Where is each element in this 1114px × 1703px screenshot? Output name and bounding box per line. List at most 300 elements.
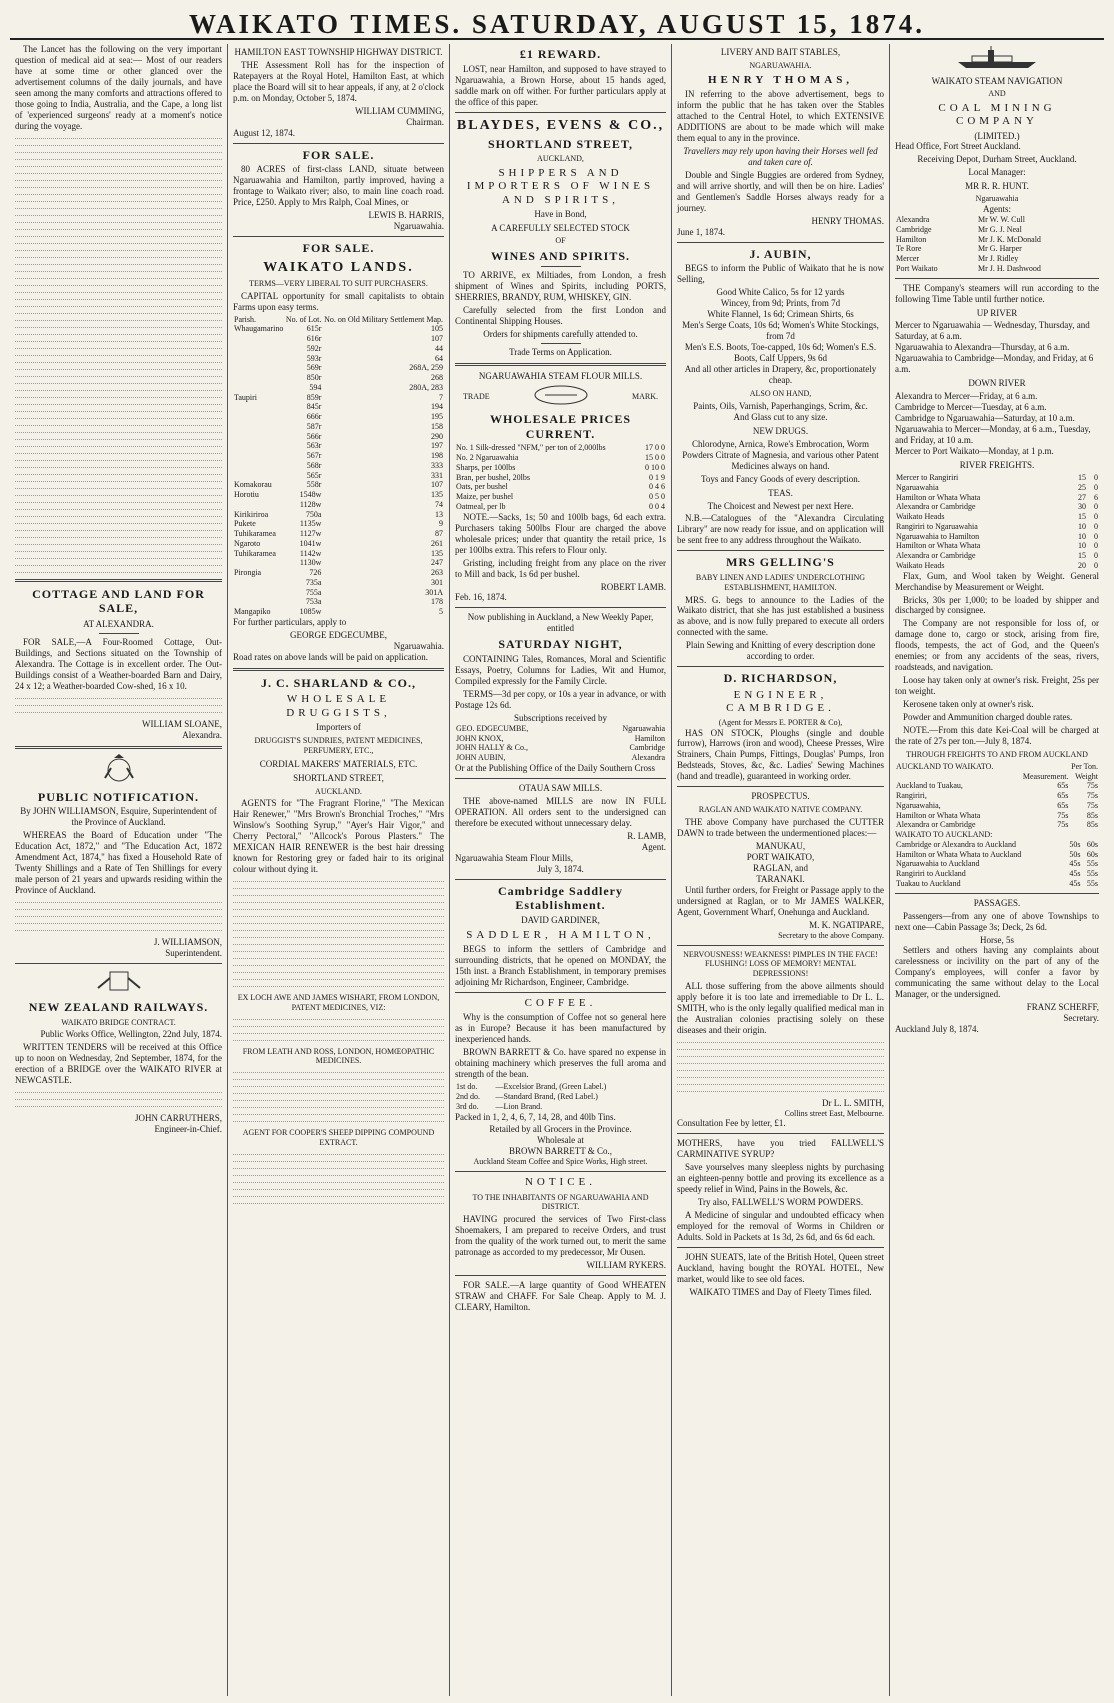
- lands-place: Ngaruawahia.: [393, 640, 444, 651]
- company-title: WAIKATO STEAM NAVIGATION: [931, 75, 1063, 86]
- lands-row-cell: 195: [431, 412, 443, 422]
- notice-title: PUBLIC NOTIFICATION.: [37, 789, 200, 804]
- freight-row-cell: Alexandra or Cambridge: [896, 502, 976, 512]
- lands-row-cell: 64: [435, 353, 443, 363]
- lands-row: [233, 519, 444, 529]
- freight-row-cell: 0: [1094, 502, 1098, 512]
- blaydes-arrive: TO ARRIVE, ex Miltiades, from London, a fresh shipment of Wines and Spirits, including PORTS, SHERRIES, BRANDY, RUM, WHISKEY, GIN.: [455, 270, 666, 303]
- lands-row-cell: 135: [431, 490, 443, 500]
- lands-row-cell: [233, 412, 285, 422]
- freight-row-cell: 0: [1094, 531, 1098, 541]
- saturday-publishing: Now publishing in Auckland, a New Weekly Paper, entitled: [467, 612, 654, 634]
- lands-header-cell: No. of Lot.: [285, 314, 322, 324]
- agent-row-cell: Mr W. W. Cull: [978, 215, 1025, 225]
- freight-row-cell: 25: [1078, 482, 1087, 492]
- livery-body: IN referring to the above advertisement, begs to inform the public that he has taken over the Stables attached to the Central Hotel, to which EXTENSIVE ADDITIONS are about to be made which will make them equal to any in the province.: [677, 89, 884, 143]
- agent-row-cell: Cambridge: [896, 224, 932, 234]
- lands-row-cell: [233, 373, 285, 383]
- agent-row-cell: Te Rore: [896, 244, 922, 254]
- gellings-subtitle: BABY LINEN AND LADIES' UNDERCLOTHING ESTABLISHMENT, HAMILTON.: [695, 573, 866, 592]
- lands-row: [233, 471, 444, 481]
- saw-role: Agent.: [641, 841, 666, 852]
- mills-price-row: [455, 492, 666, 502]
- lands-row: [233, 461, 444, 471]
- lands-row: [233, 334, 444, 344]
- livery-buggies: Double and Single Buggies are ordered from Sydney, and will arrive shortly, and will then be on hire. Ladies' and Gentlemen's Saddle Horses always ready for a journey.: [677, 169, 884, 213]
- freight-row-cell: 0: [1094, 541, 1098, 551]
- saturday-agent-row-cell: Cambridge: [629, 743, 665, 753]
- lands-row-cell: Horotiu: [234, 490, 259, 500]
- lands-row: [233, 324, 444, 334]
- aubin-hand: ALSO ON HAND,: [749, 389, 812, 398]
- saw-body: THE above-named MILLS are now IN FULL OPERATION. All orders sent to the undersigned can therefore be executed without unnecessary delay.: [455, 795, 666, 828]
- freight-row: [895, 561, 1099, 571]
- notice-body: HAVING procured the services of Two First-class Shoemakers, I am prepared to receive Orders, and trust from the quality of the work turned out, to merit the same patronage as accorded to my predecessor, Mr Ousen.: [455, 1214, 666, 1257]
- notice-by: By JOHN WILLIAMSON, Esquire, Superintendent of the Province of Auckland.: [20, 806, 217, 828]
- lands-row-cell: 194: [431, 402, 443, 412]
- freight-row-cell: Hamilton or Whata Whata: [896, 492, 981, 502]
- freight-row-cell: 10: [1078, 521, 1087, 531]
- lands-row-cell: 594: [309, 382, 322, 392]
- lands-row: [233, 597, 444, 607]
- column-4: [672, 44, 890, 1696]
- lands-row-cell: [233, 451, 285, 461]
- lands-row-cell: 178: [431, 597, 443, 607]
- lands-row: [233, 412, 444, 422]
- coffee-grade-row-cell: 2nd do.: [456, 1092, 480, 1102]
- agent-row-cell: Mr G. J. Neal: [978, 224, 1022, 234]
- lands-row-cell: 1128w: [299, 499, 322, 509]
- blaydes-orders: Orders for shipments carefully attended to.: [483, 329, 638, 340]
- down-river-lines: [895, 391, 1099, 457]
- through-hdr-b: Per Ton.: [1071, 761, 1098, 771]
- freight-row: [895, 512, 1099, 522]
- coffee-firm: BROWN BARRETT & Co.,: [508, 1146, 613, 1157]
- cottage-place: Alexandra.: [182, 729, 222, 740]
- agent-row-cell: Alexandra: [896, 215, 930, 225]
- lands-row-cell: [233, 461, 285, 471]
- through-hdr-a: AUCKLAND TO WAIKATO.: [896, 761, 994, 771]
- agent-row: [895, 225, 1099, 235]
- mills-price-row: [455, 453, 666, 463]
- lands-row: [233, 568, 444, 578]
- saw-signature: R. LAMB,: [627, 830, 666, 841]
- lands-row-cell: 44: [435, 343, 443, 353]
- highway-date: August 12, 1874.: [233, 127, 296, 138]
- lands-row-cell: 135: [431, 548, 443, 558]
- mills-signature: ROBERT LAMB.: [600, 581, 666, 592]
- lands-row: [233, 558, 444, 568]
- passages-note: Settlers and others having any complaints about carelessness or incivility on the part of any of the Company's employees, will confer a favor by communicating the same without delay to the Local Manager, or the undersigned.: [895, 945, 1099, 1000]
- lands-header-cell: Parish.: [234, 314, 256, 324]
- lands-apply: For further particulars, apply to: [233, 616, 347, 627]
- through-title: THROUGH FREIGHTS TO AND FROM AUCKLAND: [906, 750, 1088, 760]
- lands-row-cell: 1135w: [299, 519, 322, 529]
- saturday-agent-row: [455, 734, 666, 744]
- down-river-line: Cambridge to Mercer—Tuesday, at 6 a.m.: [895, 402, 1047, 413]
- sueats-body: JOHN SUEATS, late of the British Hotel, Queen street Auckland, having bought the ROYAL HOTEL, New market, would like to see old faces.: [677, 1252, 884, 1284]
- blaydes-wines: WINES AND SPIRITS.: [490, 248, 631, 263]
- blaydes-selected: Carefully selected from the first London and Continental Shipping Houses.: [455, 305, 666, 327]
- lands-row: [233, 432, 444, 442]
- lands-row: [233, 578, 444, 588]
- through-from-row: [895, 850, 1099, 860]
- lands-table: [233, 315, 444, 617]
- company-and: AND: [988, 88, 1006, 98]
- freight-row-cell: 6: [1094, 492, 1098, 502]
- notice-role: Superintendent.: [165, 948, 222, 959]
- lands-row: [233, 344, 444, 354]
- through-to-row-cell: Auckland to Tuakau,: [896, 781, 963, 791]
- lands-row: [233, 393, 444, 403]
- lands-row: [233, 363, 444, 373]
- aubin-teas: The Choicest and Newest per next Here.: [707, 500, 854, 511]
- sale1-place: Ngaruawahia.: [393, 221, 444, 232]
- mills-price-row-cell: Maize, per bushel: [456, 492, 514, 502]
- aubin-item: Men's E.S. Boots, Toe-capped, 10s 6d; Women's E.S. Boots, Calf Uppers, 9s 6d: [684, 342, 877, 364]
- sharland-body: AGENTS for "The Fragrant Florine," "The Mexican Hair Renewer," "Mrs Brown's Bronchial Troches," "Mrs Winslow's Soothing Syrup," "Ayer's Hair Vigor," and Cherry Pectoral," "Allcock's Porous Plasters." The MEXICAN HAIR RENEWER is the best hair dressing known for Restoring grey or faded hair to its original colour without dying it.: [233, 798, 444, 875]
- lands-row-cell: 1142w: [299, 548, 322, 558]
- mills-trademark: [463, 384, 658, 409]
- aubin-item: White Flannel, 1s 6d; Crimean Shirts, 6s: [707, 309, 854, 320]
- saw-date: July 3, 1874.: [537, 863, 584, 874]
- columns: [10, 44, 1104, 1696]
- livery-date: June 1, 1874.: [677, 226, 725, 237]
- aubin-glass: And Glass cut to any size.: [733, 411, 828, 422]
- fallwell-title: MOTHERS, have you tried FALLWELL'S CARMINATIVE SYRUP?: [677, 1138, 884, 1160]
- through-from-row-cell: 50s: [1069, 839, 1081, 849]
- sharland-city: AUCKLAND.: [315, 786, 362, 796]
- notice-title: NOTICE.: [524, 1176, 597, 1189]
- lands-row: [233, 402, 444, 412]
- freight-row-cell: 0: [1094, 551, 1098, 561]
- coffee-question: Why is the consumption of Coffee not so general here as in Europe? Because it has been manufactured by inexperienced hands.: [455, 1012, 666, 1045]
- cottage-subtitle: AT ALEXANDRA.: [83, 619, 154, 629]
- nervous-title: NERVOUSNESS! WEAKNESS! PIMPLES IN THE FACE! FLUSHING! LOSS OF MEMORY! MENTAL DEPRESSIONS!: [683, 949, 878, 978]
- lands-row-cell: 198: [431, 451, 443, 461]
- lands-row-cell: 280A, 283: [409, 382, 443, 392]
- lands-row: [233, 422, 444, 432]
- masthead: [10, 6, 1104, 40]
- coffee-grades: [455, 1082, 666, 1111]
- highway-title: HAMILTON EAST TOWNSHIP HIGHWAY DISTRICT.: [234, 47, 443, 57]
- richardson-agent: (Agent for Messrs E. PORTER & Co),: [718, 717, 843, 727]
- freight-row-cell: Waikato Heads: [896, 560, 945, 570]
- lands-row-cell: 735a: [305, 577, 322, 587]
- saw-place: Ngaruawahia Steam Flour Mills,: [455, 852, 573, 863]
- through-from-row-cell: 45s: [1069, 869, 1081, 879]
- steamer-icon: [895, 44, 1099, 73]
- smith-name: Dr L. L. SMITH,: [822, 1097, 884, 1108]
- freight-row-cell: 30: [1078, 502, 1087, 512]
- through-to-row-cell: 65s: [1057, 781, 1069, 791]
- freight-row: [895, 473, 1099, 483]
- company-manager-place: Ngaruawahia: [975, 194, 1019, 204]
- prospectus-place: MANUKAU,: [755, 841, 806, 851]
- blaydes-of: OF: [555, 236, 566, 246]
- lands-row-cell: 616r: [306, 334, 322, 344]
- mills-price-row-cell: 17 0 0: [645, 443, 665, 453]
- sharland-subtitle: WHOLESALE DRUGGISTS,: [286, 693, 391, 719]
- through-to-row: [895, 781, 1099, 791]
- sharland-patent: EX LOCH AWE AND JAMES WISHART, FROM LONDON, PATENT MEDICINES, VIZ:: [237, 993, 440, 1012]
- freight-row: [895, 551, 1099, 561]
- lands-row-cell: [233, 354, 285, 364]
- through-table: [895, 762, 1099, 830]
- lands-row-cell: [233, 363, 285, 373]
- lands-row-cell: 567r: [306, 451, 322, 461]
- aubin-item: Wincey, from 9d; Prints, from 7d: [720, 298, 841, 309]
- lands-row: [233, 490, 444, 500]
- agent-row-cell: Port Waikato: [896, 263, 938, 273]
- through-from-row: [895, 869, 1099, 879]
- mills-title: NGARUAWAHIA STEAM FLOUR MILLS.: [478, 371, 643, 382]
- railway-role: Engineer-in-Chief.: [154, 1124, 222, 1135]
- column-5: [890, 44, 1104, 1696]
- through-to-row-cell: 85s: [1086, 810, 1098, 820]
- saddlery-trade: SADDLER, HAMILTON,: [466, 928, 655, 941]
- lands-row-cell: 1085w: [299, 607, 322, 617]
- lands-row-cell: 753a: [305, 597, 322, 607]
- lands-row: [233, 539, 444, 549]
- lands-row-cell: 5: [439, 607, 443, 617]
- saddlery-name: DAVID GARDINER,: [521, 914, 600, 925]
- lands-signature: GEORGE EDGECUMBE,: [290, 629, 387, 640]
- agent-row: [895, 244, 1099, 254]
- agent-row: [895, 254, 1099, 264]
- lands-header-cell: No. on Old Military Settlement Map.: [324, 314, 443, 324]
- lands-row-cell: [233, 578, 285, 588]
- aubin-paints: Paints, Oils, Varnish, Paperhangings, Scrim, &c.: [693, 400, 868, 411]
- through-from-row-cell: 55s: [1086, 869, 1098, 879]
- freight-row-cell: Ngaruawahia to Hamilton: [896, 531, 980, 541]
- lands-row-cell: 563r: [306, 441, 322, 451]
- column-3: [450, 44, 672, 1696]
- lands-row-cell: 755a: [305, 587, 322, 597]
- through-to-row: [895, 811, 1099, 821]
- down-river-line: Cambridge to Ngaruawahia—Saturday, at 10 a.m.: [895, 413, 1075, 424]
- lands-row-cell: 565r: [306, 470, 322, 480]
- company-notice: THE Company's steamers will run according to the following Time Table until further notice.: [895, 282, 1099, 304]
- through-from-row-cell: Rangiriri to Auckland: [896, 869, 966, 879]
- waikato-times-filed: WAIKATO TIMES and Day of Fleety Times filed.: [689, 1286, 872, 1297]
- coffee-address: Auckland Steam Coffee and Spice Works, High street.: [473, 1157, 648, 1167]
- prospectus-place: RAGLAN, and: [753, 862, 808, 873]
- livery-motto: Travellers may rely upon having their Horses well fed and taken care of.: [683, 145, 878, 167]
- passages-title: PASSAGES.: [973, 897, 1021, 908]
- mills-price-row-cell: 0 1 9: [649, 472, 665, 482]
- saddlery-body: BEGS to inform the settlers of Cambridge and surrounding districts, that he opened on MONDAY, the 15th inst. a Branch Establishment, in temporary premises adjoining Mr Richardson, Engineer, Cambridge.: [455, 944, 666, 988]
- lands-row: [233, 441, 444, 451]
- lands-row-cell: 107: [431, 334, 443, 344]
- sharland-title: J. C. SHARLAND & CO.,: [260, 675, 416, 690]
- through-from-row-cell: Hamilton or Whata Whata to Auckland: [896, 849, 1022, 859]
- lands-row-cell: [233, 441, 285, 451]
- up-river-lines: [895, 320, 1099, 375]
- saturday-agent-row-cell: GEO. EDGECUMBE,: [456, 723, 529, 733]
- lands-row: [233, 510, 444, 520]
- freight-row-cell: 20: [1078, 560, 1087, 570]
- lands-row: [233, 354, 444, 364]
- lands-row-cell: 726: [309, 568, 322, 578]
- mills-price-row: [455, 482, 666, 492]
- freight-row-cell: Rangiriri to Ngaruawahia: [896, 521, 978, 531]
- down-river-line: Ngaruawahia to Mercer—Monday, at 6 a.m., Tuesday, and Friday, at 10 a.m.: [895, 424, 1091, 446]
- passages-date: Auckland July 8, 1874.: [895, 1024, 979, 1035]
- lands-row-cell: 331: [431, 470, 443, 480]
- lands-row-cell: Taupiri: [234, 392, 257, 402]
- lands-row: [233, 529, 444, 539]
- through-from-row: [895, 859, 1099, 869]
- freight-row-cell: Waikato Heads: [896, 512, 945, 522]
- mills-price-row-cell: 15 0 0: [645, 453, 665, 463]
- worm-body: A Medicine of singular and undoubted efficacy when employed for the removal of Worms in Children or Adults. Sold in Packets at 1s 3d, 2s 6d, and 6s 6d each.: [677, 1210, 884, 1243]
- lands-row-cell: 1127w: [299, 529, 322, 539]
- through-to-row: [895, 791, 1099, 801]
- lands-row-cell: 158: [431, 421, 443, 431]
- down-river-line: Alexandra to Mercer—Friday, at 6 a.m.: [895, 391, 1038, 402]
- freight-row-cell: 15: [1078, 512, 1087, 522]
- through-from-row-cell: 55s: [1086, 859, 1098, 869]
- saturday-subscriptions: Subscriptions received by: [514, 712, 607, 723]
- richardson-title: D. RICHARDSON,: [723, 671, 838, 686]
- gellings-title: MRS GELLING'S: [726, 555, 835, 570]
- freight-row-cell: 0: [1094, 560, 1098, 570]
- lands-row-cell: 569r: [306, 363, 322, 373]
- highway-body: THE Assessment Roll has for the inspection of Ratepayers at the Royal Hotel, Hamilton East, at which place the Board will sit to hear appeals, if any, at 2 o'clock p.m. on Monday, October 5, 1874.: [233, 59, 444, 103]
- lands-row-cell: 301A: [425, 587, 443, 597]
- lands-title: WAIKATO LANDS.: [263, 259, 414, 275]
- lands-row-cell: 1130w: [299, 558, 322, 568]
- lands-row-cell: [233, 344, 285, 354]
- richardson-body: HAS ON STOCK, Ploughs (single and double furrow), Harrows (iron and wood), Cheese Presses, Wire Strainers, Chain Pumps, Fittings, Douglas' Pumps, Iron Bedsteads, Stoves, &c, &c. Ladies' Sewing Machines (hand and treadle), guaranteed in working order.: [677, 727, 884, 782]
- saturday-title: SATURDAY NIGHT,: [498, 637, 623, 652]
- lands-row-cell: [233, 402, 285, 412]
- through-to-row-cell: 75s: [1086, 781, 1098, 791]
- cottage-body: FOR SALE,—A Four-Roomed Cottage, Out-Buildings, and Sections situated on the Township of Alexandra. The Cottage is in excellent order. The Out-Buildings consist of a Weather-boarded Barn and Dairy, 24 x 12; a Weather-boarded Cow-shed, 16 x 10.: [15, 636, 222, 691]
- lands-row-cell: 87: [435, 529, 443, 539]
- prospectus-title: PROSPECTUS.: [751, 791, 810, 802]
- lands-row-cell: 845r: [306, 402, 322, 412]
- through-to-row: [895, 820, 1099, 830]
- lands-row-cell: 558r: [306, 480, 322, 490]
- highway-role: Chairman.: [406, 116, 444, 127]
- through-from-row-cell: Ngaruawahia to Auckland: [896, 859, 980, 869]
- livery-place: NGARUAWAHIA.: [749, 60, 812, 70]
- lands-row-cell: Whaugamarino: [234, 324, 284, 334]
- livery-title: LIVERY AND BAIT STABLES,: [720, 47, 841, 57]
- lands-row-cell: Mangapiko: [234, 607, 271, 617]
- nervous-body: ALL those suffering from the above ailments should apply before it is too late and irremediable to Dr L. L. SMITH, who is the only legally qualified medical man in the Australian colonies practising solely on these diseases and their origin.: [677, 980, 884, 1035]
- blaydes-terms: Trade Terms on Application.: [509, 347, 612, 358]
- prospectus-place: TARANAKI.: [756, 873, 805, 884]
- company-title-2: COAL MINING COMPANY: [938, 101, 1056, 128]
- lands-row: [233, 549, 444, 559]
- lands-row: [233, 480, 444, 490]
- masthead-title: WAIKATO TIMES. SATURDAY, AUGUST 15, 1874.: [189, 9, 925, 39]
- wheat-body: FOR SALE.—A large quantity of Good WHEATEN STRAW and CHAFF. For Sale Cheap. Apply to M. J. CLEARY, Hamilton.: [455, 1279, 666, 1312]
- lands-body: CAPITAL opportunity for small capitalists to obtain Farms upon easy terms.: [233, 290, 444, 312]
- mills-note: NOTE.—Sacks, 1s; 50 and 100lb bags, 6d each extra. Purchasers taking 500lbs Flour are charged the above wholesale prices; under that quantity the retail price, 1s per 100lbs extra. This refers to Flour only.: [455, 511, 666, 555]
- highway-signature: WILLIAM CUMMING,: [355, 105, 444, 116]
- freight-row-cell: Ngaruawahia: [896, 482, 939, 492]
- agent-row-cell: Mr J. H. Dashwood: [978, 263, 1041, 273]
- lands-row-cell: 290: [431, 431, 443, 441]
- coffee-title: COFFEE.: [524, 997, 597, 1010]
- lands-row: [233, 451, 444, 461]
- lands-row-cell: 7: [439, 392, 443, 402]
- lands-row-cell: 568r: [306, 460, 322, 470]
- freight-row-cell: 0: [1094, 482, 1098, 492]
- freight-powder: Powder and Ammunition charged double rates.: [903, 712, 1073, 723]
- through-to-row-cell: Alexandra or Cambridge: [896, 820, 976, 830]
- reward-body: LOST, near Hamilton, and supposed to have strayed to Ngaruawahia, a Brown Horse, about 15 hands aged, saddle mark on off wither. For further particulars apply at the office of this paper.: [455, 63, 666, 107]
- saturday-office: Or at the Publishing Office of the Daily Southern Cross: [455, 762, 656, 773]
- blaydes-stock: A CAREFULLY SELECTED STOCK: [491, 223, 630, 234]
- freight-row-cell: Mercer to Rangiriri: [896, 473, 959, 483]
- lands-row-cell: Pirongia: [234, 568, 262, 578]
- cottage-signature: WILLIAM SLOANE,: [142, 718, 222, 729]
- lands-row-cell: [233, 422, 285, 432]
- smith-fee: Consultation Fee by letter, £1.: [677, 1118, 786, 1129]
- mills-mark-label: MARK.: [631, 391, 658, 401]
- mills-date: Feb. 16, 1874.: [455, 592, 507, 603]
- coffee-grade-row-cell: —Standard Brand, (Red Label.): [495, 1092, 598, 1102]
- prospectus-subtitle: RAGLAN AND WAIKATO NATIVE COMPANY.: [698, 805, 863, 815]
- lands-row-cell: [233, 597, 285, 607]
- freight-row-cell: 0: [1094, 473, 1098, 483]
- through-to-row-cell: 85s: [1086, 820, 1098, 830]
- freight-bricks: Bricks, 30s per 1,000; to be loaded by shipper and discharged by consignee.: [895, 594, 1099, 616]
- livery-signature: HENRY THOMAS.: [811, 215, 884, 226]
- freight-notes: Flax, Gum, and Wool taken by Weight. General Merchandise by Measurement or Weight.: [895, 570, 1099, 592]
- lands-row-cell: 74: [435, 499, 443, 509]
- mills-price-row-cell: 0 10 0: [645, 462, 665, 472]
- saturday-agents: [455, 724, 666, 763]
- company-manager: MR R. R. HUNT.: [965, 181, 1029, 192]
- up-river-line: Ngaruawahia to Cambridge—Monday, and Friday, at 6 a.m.: [895, 353, 1094, 375]
- through-from-row: [895, 840, 1099, 850]
- notice-to: TO THE INHABITANTS OF NGARUAWAHIA AND DISTRICT.: [472, 1192, 649, 1212]
- sale1-title: FOR SALE.: [302, 147, 375, 162]
- aubin-item: Good White Calico, 5s for 12 yards: [716, 287, 845, 298]
- livery-name: HENRY THOMAS,: [707, 73, 854, 86]
- lands-row-cell: 750a: [305, 509, 322, 519]
- lands-row-cell: 1041w: [299, 538, 322, 548]
- freight-row-cell: 15: [1078, 473, 1087, 483]
- coffee-grade-row-cell: —Lion Brand.: [495, 1101, 543, 1111]
- worm-title: Try also, FALLWELL'S WORM POWDERS.: [697, 1197, 864, 1208]
- smith-address: Collins street East, Melbourne.: [784, 1108, 884, 1118]
- lancet-article: The Lancet has the following on the very important question of medical aid at sea:— Most of our readers have at some time or other glanced over the advertisement columns of the daily journals, and have seen among the many comforts and attractions offered to those going to India, Australia, and the Cape, a long list of 'experienced surgeons' ready at a moment's notice during the voyage.: [15, 44, 222, 131]
- mills-price-row: [455, 473, 666, 483]
- freight-row-cell: 10: [1078, 531, 1087, 541]
- up-river-line: Ngaruawahia to Alexandra—Thursday, at 6 a.m.: [895, 342, 1070, 353]
- sharland-street: SHORTLAND STREET,: [293, 772, 384, 783]
- sharland-cordial: CORDIAL MAKERS' MATERIALS, ETC.: [259, 758, 418, 769]
- aubin-toys: Toys and Fancy Goods of every description.: [700, 473, 861, 484]
- freight-row-cell: 15: [1078, 551, 1087, 561]
- through-to-row-cell: Ngaruawahia,: [896, 800, 941, 810]
- aubin-drugs-title: NEW DRUGS.: [752, 425, 809, 436]
- mills-price-row-cell: Sharps, per 100lbs: [456, 462, 516, 472]
- coffee-wholesale: Wholesale at: [537, 1135, 584, 1146]
- freight-row: [895, 541, 1099, 551]
- saturday-agent-row: [455, 753, 666, 763]
- down-river-title: DOWN RIVER: [968, 378, 1026, 389]
- through-to-row-cell: Rangiriri,: [896, 791, 927, 801]
- lands-row-cell: 268: [431, 373, 443, 383]
